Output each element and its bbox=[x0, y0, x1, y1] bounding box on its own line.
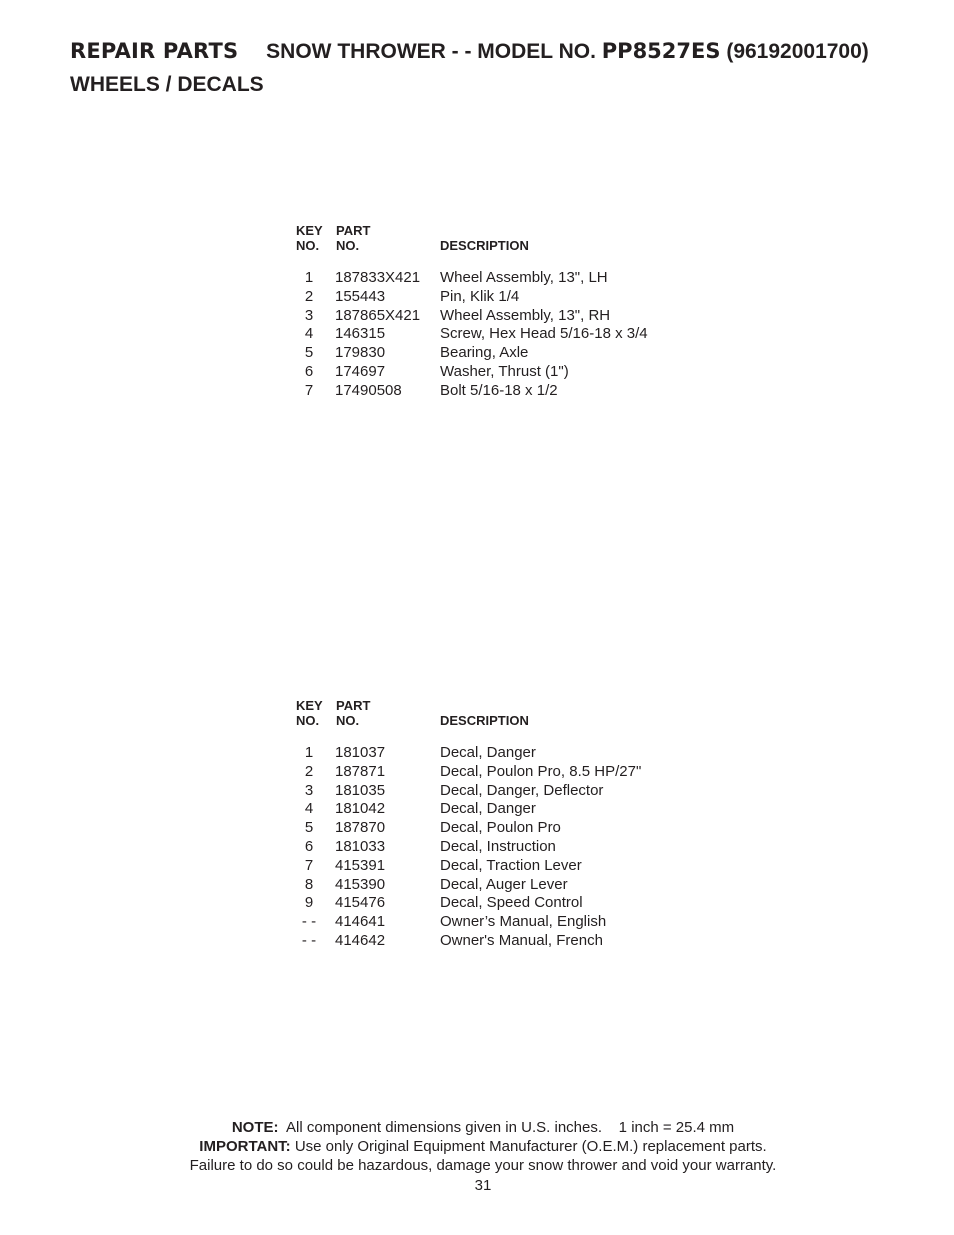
part-description: Owner's Manual, French bbox=[440, 931, 603, 949]
key-header: KEY bbox=[296, 223, 323, 238]
part-description: Decal, Speed Control bbox=[440, 894, 583, 912]
part-description: Decal, Instruction bbox=[440, 837, 556, 855]
model-number: PP8527ES bbox=[601, 39, 721, 63]
part-description: Screw, Hex Head 5/16-18 x 3/4 bbox=[440, 325, 648, 343]
model-code: (96192001700) bbox=[726, 40, 869, 63]
key-header: KEY bbox=[296, 698, 323, 713]
important-label: IMPORTANT: bbox=[199, 1137, 291, 1155]
table-row bbox=[296, 913, 716, 932]
part-no: 181037 bbox=[335, 744, 386, 761]
part-header: PART bbox=[336, 698, 371, 713]
table-row bbox=[296, 894, 716, 913]
page-header bbox=[70, 36, 930, 100]
key-no: 8 bbox=[304, 875, 314, 893]
part-description: Bearing, Axle bbox=[440, 344, 529, 362]
table-row bbox=[296, 325, 716, 344]
important-text: Use only Original Equipment Manufacturer (O.E.M.) replacement parts. bbox=[294, 1137, 767, 1155]
part-no: 174697 bbox=[335, 362, 386, 380]
table-row bbox=[296, 782, 716, 801]
part-no: 415476 bbox=[335, 894, 386, 912]
warning-line: Failure to do so could be hazardous, damage your snow thrower and void your warranty. bbox=[189, 1156, 777, 1174]
table-row bbox=[296, 838, 716, 857]
header-title-line bbox=[70, 36, 930, 67]
table-row bbox=[296, 288, 716, 307]
table-header-row bbox=[296, 238, 716, 253]
table-row bbox=[296, 269, 716, 288]
part-no: 146315 bbox=[335, 325, 386, 343]
key-no: 9 bbox=[304, 894, 314, 912]
table-row bbox=[296, 857, 716, 876]
note-line bbox=[0, 1119, 954, 1138]
table-row bbox=[296, 382, 716, 401]
note-label: NOTE: bbox=[231, 1119, 279, 1136]
part-description: Wheel Assembly, 13", LH bbox=[440, 269, 608, 286]
important-line bbox=[0, 1138, 954, 1157]
part-no: 187865X421 bbox=[335, 306, 421, 324]
part-description: Decal, Danger, Deflector bbox=[440, 781, 604, 799]
part-no: 17490508 bbox=[335, 381, 402, 399]
table-row bbox=[296, 932, 716, 951]
part-no: 187871 bbox=[335, 762, 386, 780]
part-description: Decal, Poulon Pro, 8.5 HP/27" bbox=[440, 762, 642, 780]
part-description: Pin, Klik 1/4 bbox=[440, 287, 520, 305]
key-no: 7 bbox=[304, 381, 314, 399]
page-footer bbox=[0, 1119, 954, 1175]
section-title: WHEELS / DECALS bbox=[70, 73, 264, 96]
decals-parts-table bbox=[296, 698, 716, 951]
part-description: Decal, Poulon Pro bbox=[440, 819, 561, 837]
part-description: Decal, Auger Lever bbox=[440, 875, 568, 893]
key-no: 3 bbox=[304, 306, 314, 324]
table-body bbox=[296, 744, 716, 951]
part-description: Washer, Thrust (1") bbox=[440, 362, 569, 380]
table-row bbox=[296, 744, 716, 763]
key-no: 4 bbox=[304, 325, 314, 343]
part-no: 179830 bbox=[335, 344, 386, 362]
part-no: 181035 bbox=[335, 781, 386, 799]
part-header: NO. bbox=[336, 238, 360, 253]
part-no: 415391 bbox=[335, 856, 386, 874]
part-description: Decal, Danger bbox=[440, 744, 536, 761]
key-no: 5 bbox=[304, 819, 314, 837]
part-no: 155443 bbox=[335, 287, 386, 305]
table-row bbox=[296, 800, 716, 819]
part-no: 187833X421 bbox=[335, 269, 421, 286]
key-no: 7 bbox=[304, 856, 314, 874]
key-no: - - bbox=[301, 913, 317, 931]
part-no: 415390 bbox=[335, 875, 386, 893]
part-no: 414642 bbox=[335, 931, 386, 949]
table-header-row bbox=[296, 698, 716, 713]
table-row bbox=[296, 307, 716, 326]
product-title: SNOW THROWER - - MODEL NO. bbox=[266, 40, 596, 63]
key-no: 2 bbox=[304, 287, 314, 305]
part-header: PART bbox=[336, 223, 371, 238]
part-no: 414641 bbox=[335, 913, 386, 931]
repair-parts-title: REPAIR PARTS bbox=[70, 39, 239, 63]
table-row bbox=[296, 819, 716, 838]
description-header: DESCRIPTION bbox=[440, 713, 529, 728]
key-no: 1 bbox=[304, 269, 314, 286]
part-header: NO. bbox=[336, 713, 360, 728]
key-no: 4 bbox=[304, 800, 314, 818]
table-row bbox=[296, 876, 716, 895]
table-header-row bbox=[296, 713, 716, 728]
key-header: NO. bbox=[296, 238, 320, 253]
page-number: 31 bbox=[474, 1177, 492, 1194]
table-header-row bbox=[296, 223, 716, 238]
part-description: Decal, Traction Lever bbox=[440, 856, 582, 874]
part-no: 181033 bbox=[335, 837, 386, 855]
table-row bbox=[296, 763, 716, 782]
part-no: 187870 bbox=[335, 819, 386, 837]
key-no: 5 bbox=[304, 344, 314, 362]
wheels-parts-table bbox=[296, 223, 716, 401]
key-no: 1 bbox=[304, 744, 314, 761]
table-row bbox=[296, 363, 716, 382]
key-no: 6 bbox=[304, 837, 314, 855]
part-no: 181042 bbox=[335, 800, 386, 818]
part-description: Owner’s Manual, English bbox=[440, 913, 607, 931]
note-text: All component dimensions given in U.S. inches. 1 inch = 25.4 mm bbox=[286, 1119, 735, 1136]
part-description: Decal, Danger bbox=[440, 800, 536, 818]
part-description: Bolt 5/16-18 x 1/2 bbox=[440, 381, 558, 399]
table-body bbox=[296, 269, 716, 401]
part-description: Wheel Assembly, 13", RH bbox=[440, 306, 611, 324]
description-header: DESCRIPTION bbox=[440, 238, 529, 253]
key-no: 3 bbox=[304, 781, 314, 799]
key-header: NO. bbox=[296, 713, 320, 728]
key-no: - - bbox=[301, 931, 317, 949]
table-row bbox=[296, 344, 716, 363]
key-no: 6 bbox=[304, 362, 314, 380]
key-no: 2 bbox=[304, 762, 314, 780]
